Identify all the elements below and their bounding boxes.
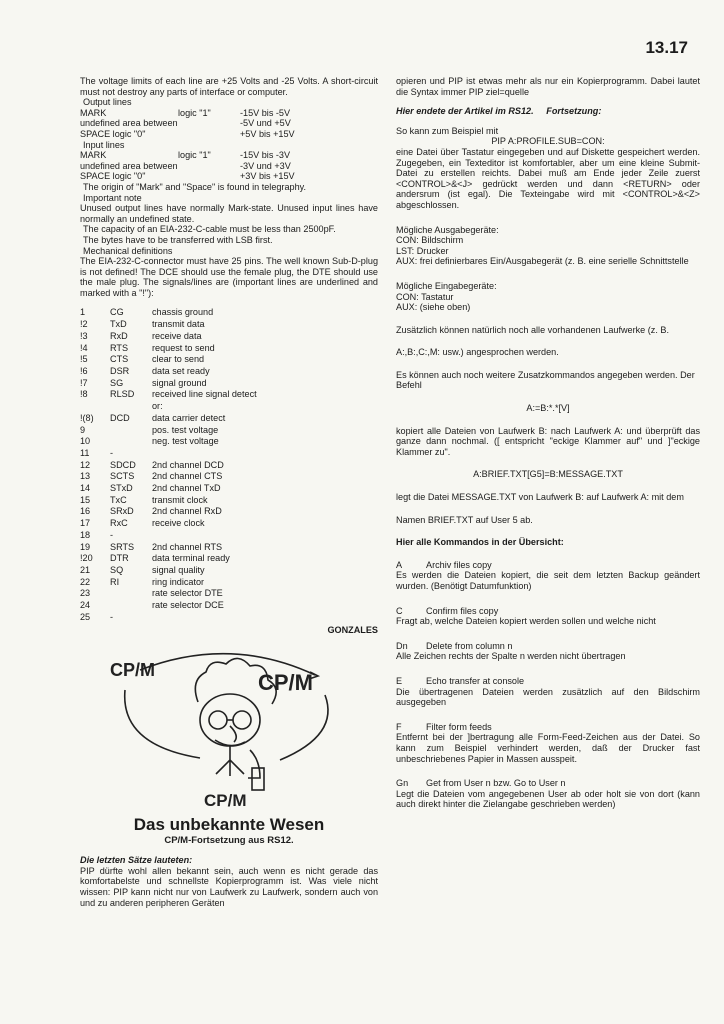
left-column (80, 76, 378, 908)
command-title (396, 606, 700, 617)
pin-description: data set ready (152, 365, 210, 376)
pin-description: rate selector DTE (152, 588, 223, 599)
author-name: GONZALES (327, 625, 378, 636)
command-name: Echo transfer at console (426, 675, 525, 686)
command-description: Entfernt bei der ]bertragung alle Form-Feed-Zeichen aus der Datei. So kann zum Beispiel verhindert werden, daß der Drucker fast unbeschriebenes Papier in Massen ausspeit. (396, 732, 700, 764)
pin-description: signal ground (152, 377, 207, 388)
pin-row (80, 506, 257, 518)
output-cell: -5V und +5V (240, 118, 291, 129)
pin-number: 10 (80, 436, 91, 447)
pin-signal (110, 436, 152, 448)
pin-number: 13 (80, 471, 91, 482)
pin-number: 23 (80, 588, 91, 599)
pin-signal (110, 425, 152, 437)
pin-number: 12 (80, 459, 91, 470)
pin-row (80, 460, 257, 472)
pin-number: 19 (80, 541, 91, 552)
command-name: Confirm files copy (426, 605, 499, 616)
heading-end-text: Hier endete der Artikel im RS12. (396, 106, 534, 117)
pin-description: receive clock (152, 518, 205, 529)
pin-row (80, 448, 257, 460)
cartoon-bottle (252, 768, 264, 790)
pin-signal: SG (110, 377, 124, 388)
pin-row (80, 542, 257, 554)
pin-number: !8 (80, 389, 88, 400)
pin-number: !20 (80, 553, 93, 564)
command-key: A (396, 559, 403, 570)
cartoon-label-bottom: CP/M (204, 791, 247, 811)
user-paragraph: legt die Datei MESSAGE.TXT von Laufwerk B: auf Laufwerk A: mit dem (396, 492, 684, 503)
output-lines-heading: Output lines (83, 97, 132, 108)
pin-row (80, 425, 257, 437)
pin-number: 14 (80, 483, 91, 494)
cartoon-glasses-left (209, 711, 227, 729)
pin-row (80, 401, 257, 413)
mechanical-text: The EIA-232-C-connector must have 25 pins. The well known Sub-D-plug is not defined! The DCE should use the female plug, the DTE should use the male plug. The signals/lines are (important lines are underlined and marked with a "!"): (80, 256, 378, 298)
commands-list (396, 560, 700, 810)
cartoon-label-left: CP/M (110, 660, 155, 681)
pin-signal: SDCD (110, 459, 136, 470)
user-paragraph-2: Namen BRIEF.TXT auf User 5 ab. (396, 514, 533, 525)
pin-signal: DCD (110, 412, 130, 423)
cpm-cartoon (80, 640, 378, 810)
pin-description: or: (152, 401, 163, 412)
pin-signal: - (110, 529, 114, 540)
cartoon-arrow-left (125, 690, 200, 758)
drives-paragraph-2: A:,B:,C:,M: usw.) angesprochen werden. (396, 347, 559, 358)
input-cell: -15V bis -3V (240, 150, 291, 161)
pin-number: 22 (80, 576, 91, 587)
command-key: Dn (396, 640, 408, 651)
input-cell: +3V bis +15V (240, 171, 295, 182)
pin-signal: - (110, 447, 114, 458)
command-title (396, 560, 700, 571)
output-device-item: LST: Drucker (396, 245, 449, 256)
input-cell: -3V und +3V (240, 160, 291, 171)
pin-signal: RxC (110, 518, 128, 529)
pin-signal: DTR (110, 553, 129, 564)
pin-description: rate selector DCE (152, 600, 224, 611)
command-title (396, 722, 700, 733)
input-cell: SPACE logic "0" (80, 171, 146, 182)
pin-description: 2nd channel CTS (152, 471, 223, 482)
right-column (396, 76, 700, 810)
pin-number: 21 (80, 564, 91, 575)
pin-signal: SQ (110, 564, 124, 575)
pin-description: 2nd channel DCD (152, 459, 224, 470)
mechanical-heading: Mechanical definitions (83, 245, 173, 256)
pin-signal: RxD (110, 330, 128, 341)
pin-signal: CG (110, 307, 124, 318)
pin-number: 24 (80, 600, 91, 611)
pin-number: !2 (80, 319, 88, 330)
command-name: Get from User n bzw. Go to User n (426, 778, 566, 789)
pin-row (80, 588, 257, 600)
article-title: Das unbekannte Wesen (133, 814, 325, 834)
pin-row (80, 483, 257, 495)
output-cell: undefined area between (80, 118, 178, 129)
pin-number: 25 (80, 611, 91, 622)
pin-signal: DSR (110, 365, 130, 376)
input-cell (178, 161, 240, 172)
input-cell: undefined area between (80, 160, 178, 171)
input-devices-heading: Mögliche Eingabegeräte: (396, 280, 497, 291)
pin-description: transmit data (152, 319, 205, 330)
pin-signal: RTS (110, 342, 129, 353)
bytes-note: The bytes have to be transferred with LSB first. (83, 234, 273, 245)
output-devices-heading: Mögliche Ausgabegeräte: (396, 224, 499, 235)
last-sentences-text: PIP dürfte wohl allen bekannt sein, auch wenn es nicht gerade das komfortabelste und schnellste Kopierprogramm ist. Was viele nicht wissen: PIP kann nicht nur von Laufwerk zu Laufwerk, sondern auch von und zu anderen peripheren Geräten (80, 865, 378, 908)
cartoon-nose (230, 726, 236, 742)
pin-row (80, 612, 257, 624)
command-name: Archiv files copy (426, 559, 492, 570)
pin-signal: STxD (110, 483, 133, 494)
command-description: Fragt ab, welche Dateien kopiert werden sollen und welche nicht (396, 616, 656, 627)
pin-signal: SRxD (110, 506, 134, 517)
pin-row (80, 307, 257, 319)
pin-description: 2nd channel RTS (152, 541, 223, 552)
pin-signal: TxD (110, 319, 127, 330)
pin-signal: TxC (110, 494, 127, 505)
cartoon-body (216, 746, 244, 776)
capacity-note: The capacity of an EIA-232-C-cable must be less than 2500pF. (83, 224, 336, 235)
input-device-item: CON: Tastatur (396, 291, 454, 302)
pin-signal: RI (110, 576, 120, 587)
output-cell: MARK (80, 107, 107, 118)
pin-number: !5 (80, 354, 88, 365)
input-cell (178, 171, 240, 182)
output-cell: SPACE logic "0" (80, 128, 146, 139)
input-device-item: AUX: (siehe oben) (396, 302, 471, 313)
pin-description: data terminal ready (152, 553, 230, 564)
pin-table (80, 307, 257, 623)
code-example-2: A:=B:*.*[V] (526, 403, 570, 414)
pin-row (80, 565, 257, 577)
pin-description: chassis ground (152, 307, 214, 318)
command-key: F (396, 721, 402, 732)
command-description: Alle Zeichen rechts der Spalte n werden nicht übertragen (396, 651, 626, 662)
code-example-1: PIP A:PROFILE.SUB=CON: (491, 136, 605, 147)
command-key: Gn (396, 778, 409, 789)
pin-row (80, 354, 257, 366)
pin-description (152, 530, 257, 542)
output-cell (178, 129, 240, 140)
pin-row (80, 389, 257, 401)
pin-description: request to send (152, 342, 215, 353)
pin-signal (110, 401, 152, 413)
example-intro: So kann zum Beispiel mit (396, 125, 499, 136)
pin-description: transmit clock (152, 494, 208, 505)
pin-row (80, 495, 257, 507)
cartoon-label-right: CP/M (258, 670, 313, 696)
pin-row (80, 366, 257, 378)
pin-description: 2nd channel RxD (152, 506, 222, 517)
pin-number: 16 (80, 506, 91, 517)
command-description: Die übertragenen Dateien werden zusätzlich auf den Bildschirm ausgegeben (396, 686, 700, 708)
pin-row (80, 343, 257, 355)
output-cell (178, 118, 240, 129)
intro-paragraph: The voltage limits of each line are +25 Volts and -25 Volts. A short-circuit must not destroy any parts of interface or computer. (80, 76, 378, 97)
verify-paragraph: kopiert alle Dateien von Laufwerk B: nach Laufwerk A: und überprüft das ganze dann nochmal. ([ entspricht "eckige Klammer auf" und ]"eckige Klammer zu". (396, 425, 700, 457)
input-lines-heading: Input lines (83, 139, 125, 150)
pin-number: !6 (80, 365, 88, 376)
page-number: 13.17 (645, 38, 688, 57)
input-cell: MARK (80, 150, 107, 161)
cartoon-arrow-right (280, 695, 328, 760)
pin-signal: CTS (110, 354, 129, 365)
pin-description: neg. test voltage (152, 436, 219, 447)
commands-overview-heading: Hier alle Kommandos in der Übersicht: (396, 537, 564, 548)
heading-continuation-text: Fortsetzung: (546, 106, 602, 117)
command-description: Legt die Dateien vom angegebenen User ab oder holt sie von dort (kann auch direkt hinter die Zielangabe geschrieben werden) (396, 788, 700, 810)
pin-number: !3 (80, 330, 88, 341)
pin-number (80, 401, 110, 413)
pin-signal: - (110, 611, 114, 622)
pin-row (80, 413, 257, 425)
pin-number: 9 (80, 424, 86, 435)
pin-description (152, 448, 257, 460)
pin-number: 1 (80, 307, 86, 318)
important-heading: Important note (83, 192, 142, 203)
input-cell: logic "1" (178, 150, 211, 161)
pin-row (80, 553, 257, 565)
section-heading-end (396, 106, 700, 117)
pin-description: receive data (152, 330, 202, 341)
pin-description: received line signal detect (152, 389, 257, 400)
output-device-item: CON: Bildschirm (396, 235, 464, 246)
pin-description: ring indicator (152, 576, 205, 587)
pin-description: signal quality (152, 564, 205, 575)
pin-signal: SRTS (110, 541, 135, 552)
pin-number: !4 (80, 342, 88, 353)
pin-number: 17 (80, 518, 91, 529)
article-subtitle: CP/M-Fortsetzung aus RS12. (164, 834, 294, 846)
output-cell: +5V bis +15V (240, 128, 295, 139)
command-title (396, 676, 700, 687)
pin-row (80, 600, 257, 612)
pin-row (80, 378, 257, 390)
editor-paragraph: eine Datei über Tastatur eingegeben und auf Diskette gespeichert werden. Zugegeben, ein Texteditor ist komfortabler, aber um eine kleine Submit-Datei zu erstellen reichts. Dabei muß am Ende jeder Zeile zuerst <CONTROL>&<J> gedrückt werden und dann <RETURN> oder andersrum (ist egal). Die Texteingabe wird mit <CONTROL>&<Z> abgeschlossen. (396, 146, 700, 210)
pin-description: clear to send (152, 354, 205, 365)
pin-number: 11 (80, 447, 90, 458)
output-device-item: AUX: frei definierbares Ein/Ausgabegerät (z. B. eine serielle Schnittstelle (396, 256, 689, 267)
pin-row (80, 518, 257, 530)
origin-note: The origin of "Mark" and "Space" is found in telegraphy. (83, 181, 307, 192)
pin-signal: RLSD (110, 389, 135, 400)
pin-number: 15 (80, 494, 91, 505)
pin-row (80, 577, 257, 589)
pin-signal: SCTS (110, 471, 135, 482)
pin-description: data carrier detect (152, 412, 226, 423)
last-sentences-heading: Die letzten Sätze lauteten: (80, 855, 193, 866)
pin-row (80, 436, 257, 448)
output-cell: -15V bis -5V (240, 107, 291, 118)
pin-description: 2nd channel TxD (152, 483, 221, 494)
drives-paragraph: Zusätzlich können natürlich noch alle vorhandenen Laufwerke (z. B. (396, 324, 669, 335)
command-title (396, 778, 700, 789)
pin-row (80, 319, 257, 331)
input-levels-table (80, 150, 295, 182)
continuation-paragraph: opieren und PIP ist etwas mehr als nur ein Kopierprogramm. Dabei lautet die Syntax immer PIP ziel=quelle (396, 76, 700, 97)
pin-row (80, 471, 257, 483)
cartoon-glasses-right (233, 711, 251, 729)
command-name: Delete from column n (426, 640, 513, 651)
pin-row (80, 331, 257, 343)
pin-signal (110, 588, 152, 600)
code-example-3: A:BRIEF.TXT[G5]=B:MESSAGE.TXT (473, 469, 623, 480)
output-cell: logic "1" (178, 107, 211, 118)
command-title (396, 641, 700, 652)
command-key: C (396, 605, 403, 616)
command-key: E (396, 675, 403, 686)
pin-number: !7 (80, 377, 88, 388)
command-description: Es werden die Dateien kopiert, die seit dem letzten Backup geändert wurden. (Benötigt Datumfunktion) (396, 570, 700, 591)
extra-commands-paragraph: Es können auch noch weitere Zusatzkommandos angegeben werden. Der Befehl (396, 369, 695, 391)
command-name: Filter form feeds (426, 721, 492, 732)
pin-description (152, 612, 257, 624)
pin-description: pos. test voltage (152, 424, 219, 435)
cartoon-arm (248, 750, 260, 778)
output-levels-table (80, 108, 295, 140)
important-text: Unused output lines have normally Mark-state. Unused input lines have normally an undefined state. (80, 203, 378, 224)
pin-row (80, 530, 257, 542)
pin-number: 18 (80, 529, 91, 540)
pin-number: !(8) (80, 412, 94, 423)
pin-signal (110, 600, 152, 612)
